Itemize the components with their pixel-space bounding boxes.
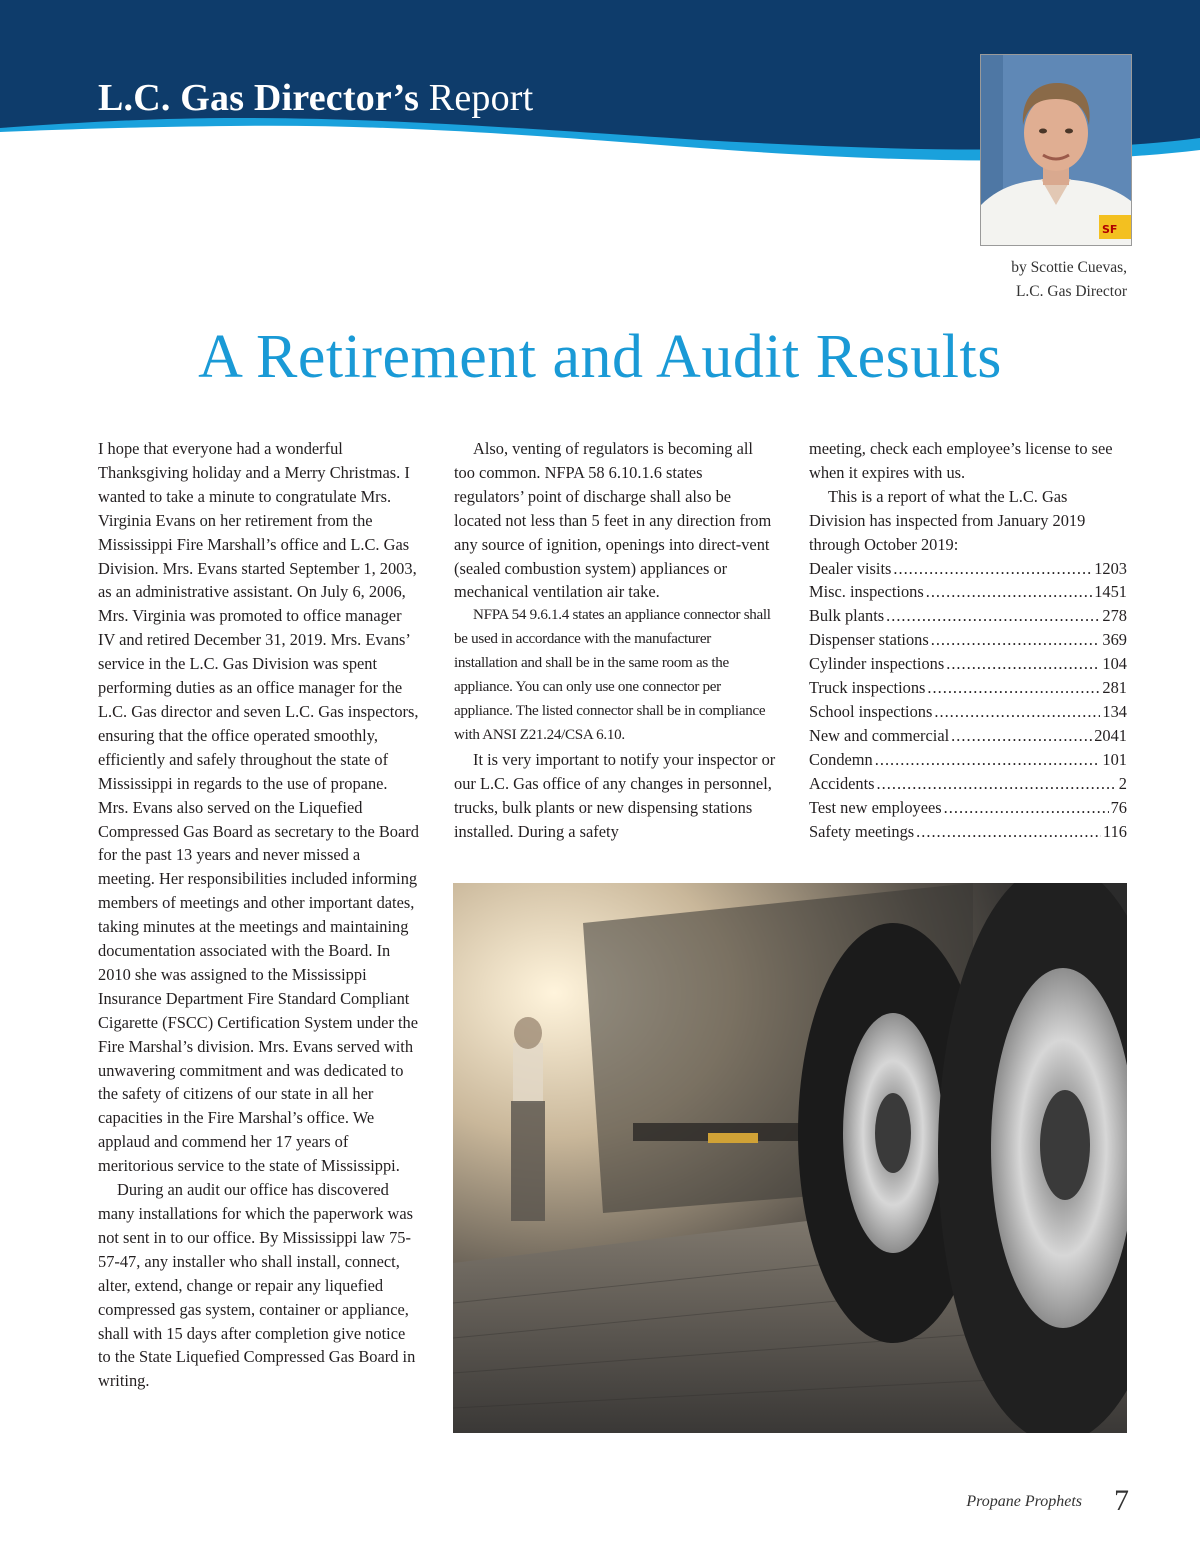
- stat-row: [809, 796, 1127, 820]
- paragraph: meeting, check each employee’s license to see when it expires with us.: [809, 439, 1113, 482]
- text-column-3: [809, 437, 1127, 843]
- section-title-light: Report: [428, 77, 534, 119]
- stat-label: Cylinder inspections: [809, 654, 945, 674]
- article-headline: A Retirement and Audit Results: [198, 323, 1002, 391]
- stat-row: [809, 724, 1127, 748]
- stat-value: 134: [1102, 701, 1127, 721]
- stat-label: Bulk plants: [809, 606, 885, 626]
- truck-tires-photo: [453, 883, 1127, 1433]
- text-column-2: [454, 437, 776, 843]
- stat-label: Dispenser stations: [809, 630, 929, 650]
- stat-row: [809, 652, 1127, 676]
- stat-value: 116: [1103, 821, 1127, 841]
- stat-row: [809, 820, 1127, 844]
- stat-value: 369: [1102, 630, 1127, 650]
- inspection-stats-list: [809, 557, 1127, 844]
- stat-value: 101: [1102, 749, 1127, 769]
- publication-name: Propane Prophets: [966, 1493, 1082, 1510]
- stat-label: New and commercial: [809, 725, 950, 745]
- stat-label: Test new employees: [809, 797, 942, 817]
- stat-label: Safety meetings: [809, 821, 915, 841]
- stat-value: 1203: [1094, 558, 1127, 578]
- stat-value: 1451: [1094, 582, 1127, 602]
- text-column-1: [98, 437, 420, 1393]
- section-title-bold: L.C. Gas Director’s: [98, 77, 420, 119]
- section-title: [98, 76, 533, 120]
- stat-row: [809, 772, 1127, 796]
- stat-label: Accidents: [809, 773, 875, 793]
- stat-row: [809, 628, 1127, 652]
- stat-row: [809, 700, 1127, 724]
- stat-value: 2041: [1094, 725, 1127, 745]
- stat-label: School inspections: [809, 701, 933, 721]
- stat-label: Condemn: [809, 749, 873, 769]
- stat-row: [809, 604, 1127, 628]
- stat-label: Dealer visits: [809, 558, 892, 578]
- page-number: 7: [1114, 1484, 1129, 1517]
- byline: [1011, 256, 1127, 304]
- stat-label: Truck inspections: [809, 678, 926, 698]
- paragraph: During an audit our office has discovered many installations for which the paperwork was not sent in to our office. By Mississippi law 75-57-47, any installer who shall install, connect, alter, extend, change or repair any liquefied compressed gas system, container or appliance, shall with 15 days after completion give notice to the State Liquefied Compressed Gas Board in writing.: [98, 1180, 416, 1391]
- stat-row: [809, 748, 1127, 772]
- stat-label: Misc. inspections: [809, 582, 924, 602]
- stat-value: 76: [1110, 797, 1127, 817]
- stat-row: [809, 676, 1127, 700]
- stat-value: 278: [1102, 606, 1127, 626]
- paragraph: Also, venting of regulators is becoming all too common. NFPA 58 6.10.1.6 states regulators’ point of discharge shall also be located not less than 5 feet in any direction from any source of ignition, openings into direct-vent (sealed combustion system) appliances or mechanical ventilation air take.: [454, 439, 772, 602]
- stat-value: 104: [1102, 654, 1127, 674]
- stat-value: 281: [1102, 678, 1127, 698]
- paragraph: NFPA 54 9.6.1.4 states an appliance connector shall be used in accordance with the manufacturer installation and shall be in the same room as the appliance. You can only use one connector per appliance. The listed connector shall be in compliance with ANSI Z21.24/CSA 6.10.: [454, 607, 771, 743]
- byline-role: L.C. Gas Director: [1015, 283, 1127, 300]
- stat-row: [809, 580, 1127, 604]
- byline-author: by Scottie Cuevas,: [1011, 259, 1127, 276]
- stat-row: [809, 557, 1127, 581]
- paragraph: This is a report of what the L.C. Gas Division has inspected from January 2019 through October 2019:: [809, 486, 1086, 554]
- paragraph: I hope that everyone had a wonderful Thanksgiving holiday and a Merry Christmas. I wanted to take a minute to congratulate Mrs. Virginia Evans on her retirement from the Mississippi Fire Marshall’s office and L.C. Gas Division. Mrs. Evans started September 1, 2003, as an administrative assistant. On July 6, 2006, Mrs. Virginia was promoted to office manager IV and retired December 31, 2019. Mrs. Evans’ service in the L.C. Gas Division was spent performing duties as an office manager for the L.C. Gas director and seven L.C. Gas inspectors, ensuring that the office operated smoothly, efficiently and safely throughout the state of Mississippi in regards to the use of propane. Mrs. Evans also served on the Liquefied Compressed Gas Board as secretary to the Board for the past 13 years and never missed a meeting. Her responsibilities included informing members of meetings and other important dates, taking minutes at the meetings and maintaining documentation associated with the Board. In 2010 she was assigned to the Mississippi Insurance Department Fire Standard Compliant Cigarette (FSCC) Certification System under the Fire Marshal’s division. Mrs. Evans served with unwavering commitment and was dedicated to the safety of citizens of our state in all her capacities in the Fire Marshal’s office. We applaud and commend her 17 years of meritorious service to the state of Mississippi.: [98, 439, 419, 1176]
- author-portrait: [980, 54, 1132, 246]
- paragraph: It is very important to notify your inspector or our L.C. Gas office of any changes in personnel, trucks, bulk plants or new dispensing stations installed. During a safety: [454, 749, 776, 841]
- stat-value: 2: [1118, 773, 1127, 793]
- svg-text:SF: SF: [1102, 223, 1118, 236]
